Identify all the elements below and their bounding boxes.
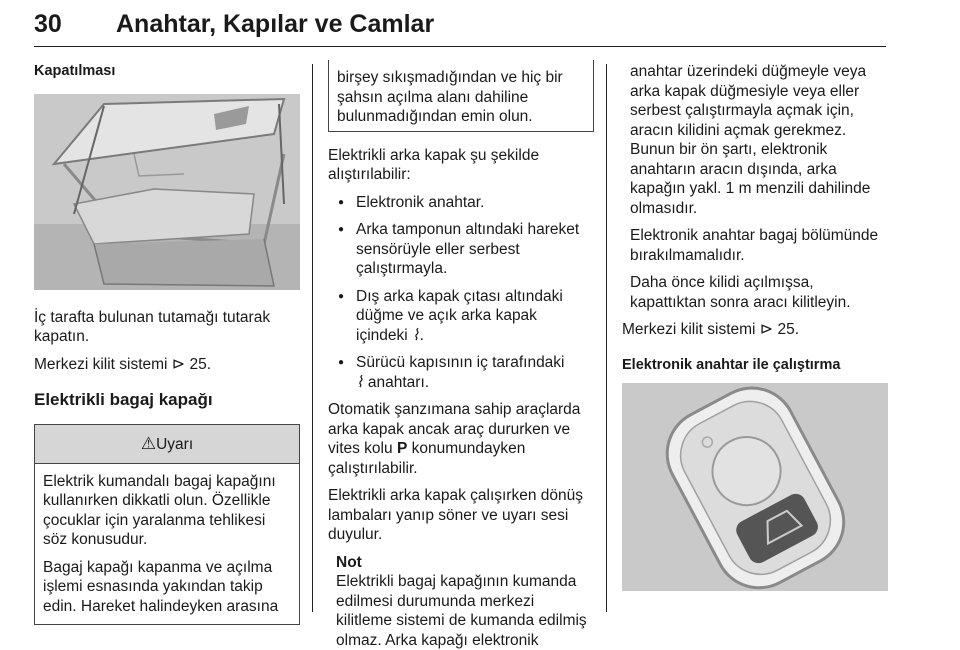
heading-power-tailgate: Elektrikli bagaj kapağı [34, 390, 300, 410]
paragraph-text: Otomatik şanzımana sahip araçlarda arka kapak ancak araç dururken ve vites kolu [328, 401, 580, 457]
note-continued [622, 62, 888, 312]
warning-title: Uyarı [156, 436, 193, 453]
paragraph-text: konumundayken çalıştırılabilir. [328, 440, 525, 477]
paragraph-close-instruction: İç tarafta bulunan tutamağı tutarak kapatın. [34, 308, 300, 347]
warning-header [35, 425, 299, 464]
reference-page: 25. [190, 356, 212, 373]
reference-page: 25. [778, 321, 800, 338]
paragraph-automatic-transmission [328, 400, 592, 478]
note-paragraph-3: Daha önce kilidi açılmışsa, kapattıktan sonra aracı kilitleyin. [630, 273, 888, 312]
reference-text: Merkezi kilit sistemi [34, 356, 167, 373]
subheading-electronic-key: Elektronik anahtar ile çalıştırma [622, 356, 888, 376]
tailgate-illustration [34, 94, 300, 290]
column-3 [622, 62, 888, 591]
page-number: 30 [34, 10, 62, 39]
list-item [328, 353, 592, 392]
note-text: Elektrikli bagaj kapağının kumanda edilmesi durumunda merkezi kilitleme sistemi de kumanda edilmiş olmaz. Arka kapağı elektronik [336, 572, 592, 650]
column-divider [312, 64, 313, 612]
list-item-text: Sürücü kapısının iç tarafındaki [356, 354, 565, 371]
warning-body [35, 464, 299, 617]
reference-arrow-icon: ⊳ [172, 356, 185, 373]
note-block [328, 553, 592, 650]
reference-text: Merkezi kilit sistemi [622, 321, 755, 338]
reference-central-lock[interactable] [34, 355, 300, 375]
list-item: ● Arka tamponun altındaki hareket sensörüyle eller serbest çalıştırmayla. [328, 220, 592, 279]
warning-paragraph-2: Bagaj kapağı kapanma ve açılma işlemi esnasında yakından takip edin. Hareket halindeyken arasına [43, 558, 291, 617]
column-divider [606, 64, 607, 612]
note-paragraph-1: anahtar üzerindeki düğmeyle veya arka kapak düğmesiyle veya eller serbest çalıştırmayla açmak için, aracın kilidini açmak gerekmez. Bunun bir ön şartı, elektronik anahtarın aracın dışında, arka kapağın yakl. 1 m menzili dahilinde olmasıdır. [630, 62, 888, 218]
note-title: Not [336, 553, 592, 573]
reference-central-lock[interactable] [622, 320, 888, 340]
list-item: ● Dış arka kapak çıtası altındaki düğme ve açık arka kapak içindeki ⌇. [328, 287, 592, 346]
warning-paragraph-1: Elektrik kumandalı bagaj kapağını kullanırken dikkatli olun. Özellikle çocuklar için yaralanma tehlikesi söz konusudur. [43, 472, 291, 550]
list-item-text: Dış arka kapak çıtası altındaki düğme ve açık arka kapak içindeki [356, 288, 563, 344]
column-2 [328, 62, 592, 650]
note-paragraph-2: Elektronik anahtar bagaj bölümünde bırakılmamalıdır. [630, 226, 888, 265]
column-1 [34, 62, 300, 625]
paragraph-operation-intro: Elektrikli arka kapak şu şekilde alıştırılabilir: [328, 146, 592, 185]
subheading-closing: Kapatılması [34, 62, 300, 82]
warning-box [34, 424, 300, 626]
warning-continued-text: birşey sıkışmadığından ve hiç bir şahsın açılma alanı dahiline bulunmadığından emin olun. [337, 68, 585, 127]
list-item: ● Elektronik anahtar. [328, 193, 592, 213]
list-item-text: anahtarı. [368, 374, 429, 391]
tailgate-symbol-icon: ⌇ [412, 326, 420, 346]
electronic-key-illustration [622, 383, 888, 591]
reference-arrow-icon: ⊳ [760, 321, 773, 338]
warning-box-continued [328, 60, 594, 132]
gear-position-label: P [397, 440, 407, 457]
tailgate-symbol-icon: ⌇ [356, 373, 364, 393]
paragraph-turn-signals: Elektrikli arka kapak çalışırken dönüş lambaları yanıp söner ve uyarı sesi duyulur. [328, 486, 592, 545]
page-header [34, 6, 886, 47]
warning-triangle-icon: ⚠ [141, 434, 156, 453]
page-title: Anahtar, Kapılar ve Camlar [116, 10, 434, 39]
